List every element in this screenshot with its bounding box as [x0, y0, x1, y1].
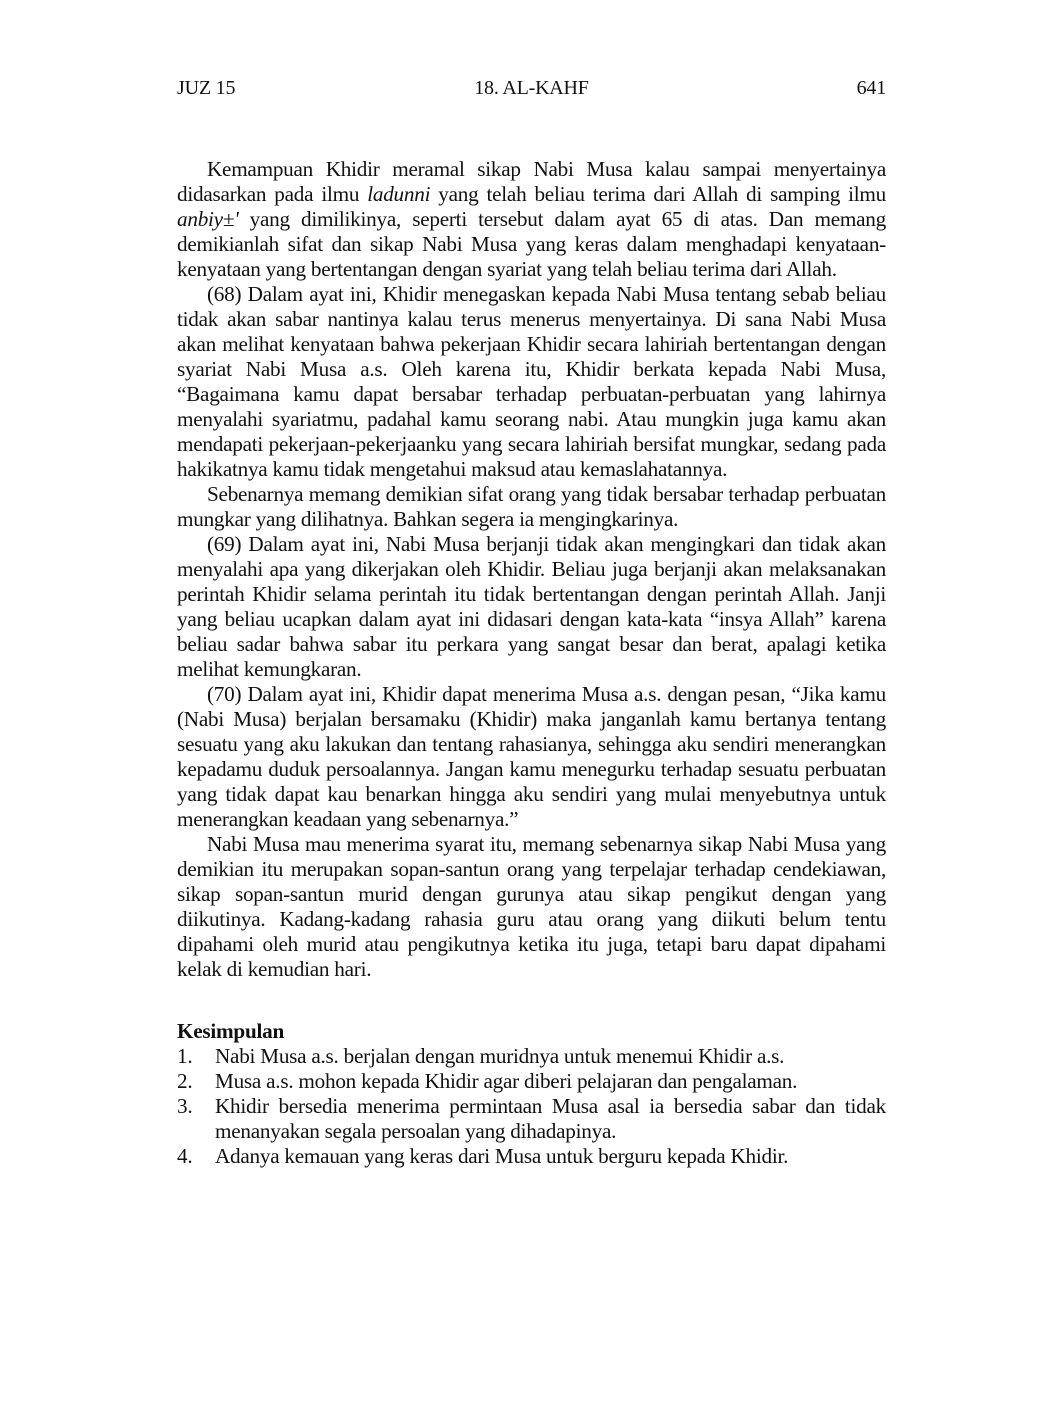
surah-title: 18. AL-KAHF: [474, 77, 589, 99]
page-header: [177, 74, 886, 102]
paragraph-closing: Nabi Musa mau menerima syarat itu, memang sebenarnya sikap Nabi Musa yang demikian itu merupakan sopan-santun orang yang terpelajar terhadap cendekiawan, sikap sopan-santun murid dengan gurunya atau sikap pengikut dengan yang diikutinya. Kadang-kadang rahasia guru atau orang yang diikuti belum tentu dipahami oleh murid atau pengikutnya ketika itu juga, tetapi baru dapat dipahami kelak di kemudian hari.: [177, 832, 886, 981]
list-item-text: Adanya kemauan yang keras dari Musa untuk berguru kepada Khidir.: [215, 1144, 789, 1168]
page-number: 641: [856, 77, 886, 99]
list-number: 1.: [177, 1044, 193, 1068]
section-heading-kesimpulan: Kesimpulan: [177, 1019, 284, 1043]
paragraph-intro: [177, 157, 886, 282]
paragraph-verse-68: (68) Dalam ayat ini, Khidir menegaskan kepada Nabi Musa tentang sebab beliau tidak akan sabar nantinya kalau terus menerus menyertainya. Di sana Nabi Musa akan melihat kenyataan bahwa pekerjaan Khidir secara lahiriah bertentangan dengan syariat Nabi Musa a.s. Oleh karena itu, Khidir berkata kepada Nabi Musa, “Bagaimana kamu dapat bersabar terhadap perbuatan-perbuatan yang lahirnya menyalahi syariatmu, padahal kamu seorang nabi. Atau mungkin juga kamu akan mendapati pekerjaan-pekerjaanku yang secara lahiriah bersifat mungkar, sedang pada hakikatnya kamu tidak mengetahui maksud atau kemaslahatannya.: [177, 282, 886, 481]
list-item-text: Khidir bersedia menerima permintaan Musa asal ia bersedia sabar dan tidak menanyakan segala persoalan yang dihadapinya.: [215, 1094, 886, 1143]
list-item-text: Nabi Musa a.s. berjalan dengan muridnya untuk menemui Khidir a.s.: [215, 1044, 785, 1068]
list-item: [177, 1144, 886, 1169]
paragraph-text: Kemampuan Khidir meramal sikap Nabi Musa kalau sampai menyertainya didasarkan pada ilmu: [177, 157, 886, 206]
conclusion-list: [177, 1044, 886, 1169]
paragraph-text: yang telah beliau terima dari Allah di samping ilmu: [430, 182, 887, 206]
list-number: 4.: [177, 1144, 193, 1168]
list-item: [177, 1069, 886, 1094]
paragraph-commentary: Sebenarnya memang demikian sifat orang yang tidak bersabar terhadap perbuatan mungkar yang dilihatnya. Bahkan segera ia mengingkarinya.: [177, 482, 886, 531]
list-item-text: Musa a.s. mohon kepada Khidir agar diberi pelajaran dan pengalaman.: [215, 1069, 798, 1093]
italic-term-ladunni: ladunni: [367, 182, 431, 206]
list-item: [177, 1094, 886, 1144]
paragraph-verse-69: (69) Dalam ayat ini, Nabi Musa berjanji tidak akan mengingkari dan tidak akan menyalahi apa yang dikerjakan oleh Khidir. Beliau juga berjanji akan melaksanakan perintah Khidir selama perintah itu tidak bertentangan dengan perintah Allah. Janji yang beliau ucapkan dalam ayat ini didasari dengan kata-kata “insya Allah” karena beliau sadar bahwa sabar itu perkara yang sangat besar dan berat, apalagi ketika melihat kemungkaran.: [177, 532, 886, 681]
paragraph-verse-70: (70) Dalam ayat ini, Khidir dapat menerima Musa a.s. dengan pesan, “Jika kamu (Nabi Musa) berjalan bersamaku (Khidir) maka janganlah kamu bertanya tentang sesuatu yang aku lakukan dan tentang rahasianya, sehingga aku sendiri menerangkan kepadamu duduk persoalannya. Jangan kamu menegurku terhadap sesuatu perbuatan yang tidak dapat kau benarkan hingga aku sendiri yang mulai menyebutnya untuk menerangkan keadaan yang sebenarnya.”: [177, 682, 886, 831]
list-number: 3.: [177, 1094, 193, 1118]
list-item: [177, 1044, 886, 1069]
paragraph-text: yang dimilikinya, seperti tersebut dalam ayat 65 di atas. Dan memang demikianlah sifat dan sikap Nabi Musa yang keras dalam menghadapi kenyataan-kenyataan yang bertentangan dengan syariat yang telah beliau terima dari Allah.: [177, 207, 886, 281]
list-number: 2.: [177, 1069, 193, 1093]
juz-label: JUZ 15: [177, 77, 236, 99]
page-body: [177, 157, 886, 1169]
italic-term-anbiya: anbiy±': [177, 207, 239, 231]
